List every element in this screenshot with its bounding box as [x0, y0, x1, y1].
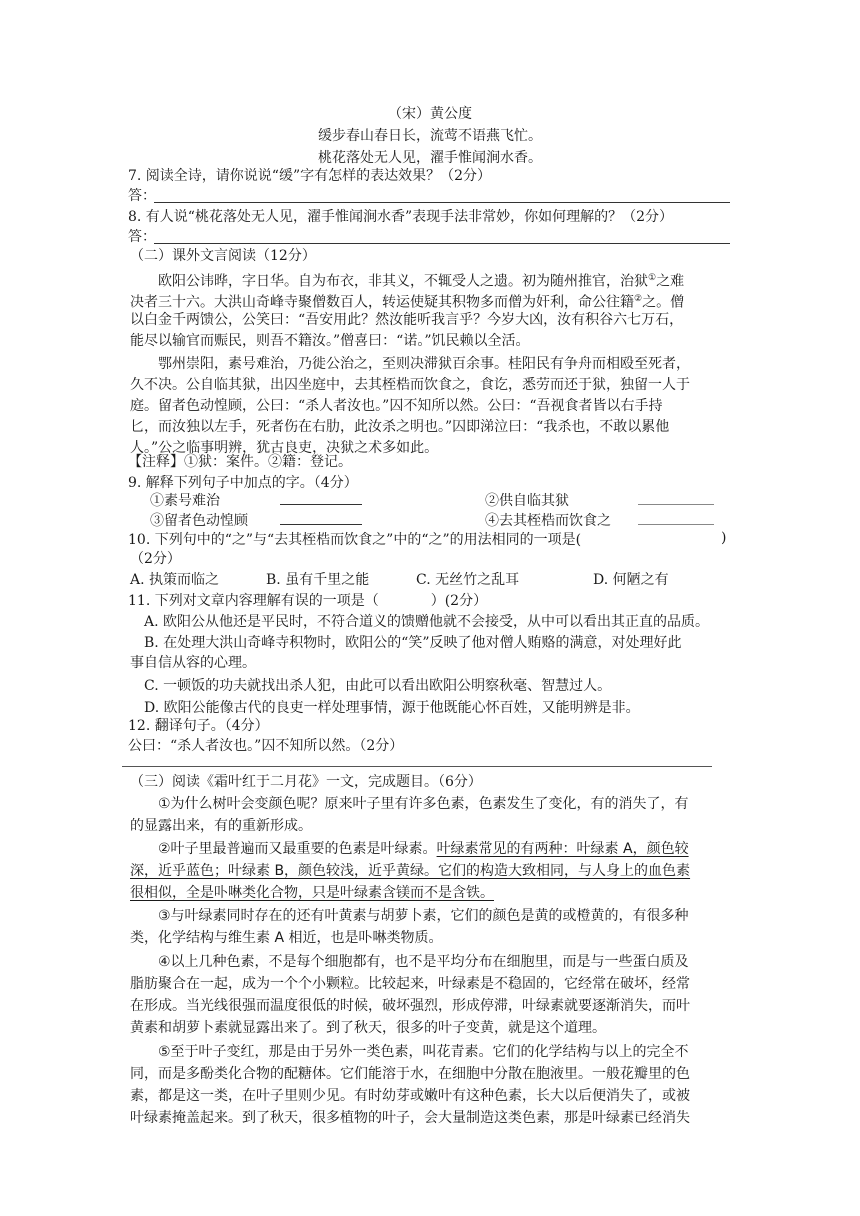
question-7: 7. 阅读全诗，请你说说“缓”字有怎样的表达效果？（2分） — [128, 168, 492, 184]
passage-p2-line1: 鄂州崇阳，素号难治，乃徙公治之，至则决滞狱百余事。桂阳民有争舟而相殴至死者， — [158, 356, 690, 372]
s3-p4-line3: 在形成。当光线很强而温度很低的时候，破坏强烈，形成停滞，叶绿素就要逐渐消失，而叶 — [130, 998, 690, 1014]
passage-p1-line1: 欧阳公讳晔，字日华。自为布衣，非其义，不辄受人之遗。初为随州推官，治狱①之难 — [158, 273, 685, 290]
q8-answer-line[interactable] — [154, 243, 730, 244]
passage-p2-line5: 人。”公之临事明辨，犹古良吏，决狱之术多如此。 — [130, 440, 439, 456]
s3-p2-line1: ②叶子里最普遍而又最重要的色素是叶绿素。叶绿素常见的有两种：叶绿素 A，颜色较 — [158, 841, 689, 857]
q9-item-2: ②供自临其狱 — [485, 493, 569, 509]
question-12: 12. 翻译句子。（4分） — [128, 718, 269, 734]
passage-p1-line3: 以白金千两馈公，公笑曰：“吾安用此？然汝能听我言乎？今岁大凶，汝有积谷六七万石， — [130, 312, 684, 328]
q9-blank-1[interactable] — [280, 490, 362, 507]
q7-answer-label: 答： — [128, 188, 156, 204]
q7-answer-line[interactable] — [154, 202, 730, 203]
poem-line-1: 缓步春山春日长，流莺不语燕飞忙。 — [318, 128, 542, 144]
s3-p4-line4: 黄素和胡萝卜素就显露出来了。到了秋天，很多的叶子变黄，就是这个道理。 — [130, 1020, 606, 1036]
s3-p3-line2: 类，化学结构与维生素 A 相近，也是卟啉类物质。 — [130, 930, 443, 946]
q12-answer-line[interactable] — [122, 766, 712, 767]
passage-p2-line3: 庭。留者色动惶顾，公曰：“杀人者汝也。”囚不知所以然。公曰：“吾视食者皆以右手持 — [130, 398, 663, 414]
q9-blank-3[interactable] — [280, 510, 362, 527]
q10-option-c: C. 无丝竹之乱耳 — [416, 572, 520, 588]
q9-blank-2[interactable] — [638, 490, 714, 507]
q10-option-b: B. 虽有千里之能 — [266, 572, 370, 588]
passage-p1-line2: 决者三十六。大洪山奇峰寺聚僧数百人，转运使疑其积物多而僧为奸利，命公往籍②之。僧 — [130, 294, 685, 311]
poem-author: （宋）黄公度 — [388, 106, 472, 122]
s3-p1-line1: ①为什么树叶会变颜色呢？原来叶子里有许多色素，色素发生了变化，有的消失了，有 — [158, 796, 689, 812]
question-10: 10. 下列句中的“之”与“去其桎梏而饮食之”中的“之”的用法相同的一项是( — [128, 532, 582, 548]
q8-answer-label: 答： — [128, 229, 156, 245]
q10-score: （2分） — [130, 551, 181, 567]
q9-item-3: ③留者色动惶顾 — [150, 513, 248, 529]
q11-option-b-line2: 事自信从容的心理。 — [130, 655, 256, 671]
q11-option-d: D. 欧阳公能像古代的良吏一样处理事情，源于他既能心怀百姓，又能明辨是非。 — [144, 700, 640, 716]
poem-line-2: 桃花落处无人见，濯手惟闻涧水香。 — [318, 150, 542, 166]
s3-p4-line1: ④以上几种色素，不是每个细胞都有，也不是平均分布在细胞里，而是与一些蛋白质及 — [158, 954, 689, 970]
s3-p5-line3: 素，都是这一类，在叶子里则少见。有时幼芽或嫩叶有这种色素，长大以后便消失了，或被 — [130, 1088, 690, 1104]
passage-p1-line4: 能尽以输官而赈民，则吾不籍汝。”僧喜曰：“诺。”饥民赖以全活。 — [130, 333, 530, 349]
q9-item-4: ④去其桎梏而饮食之 — [485, 513, 611, 529]
annotation: 【注释】①狱：案件。②籍：登记。 — [128, 454, 352, 470]
q11-option-a: A. 欧阳公从他还是平民时，不符合道义的馈赠他就不会接受，从中可以看出其正直的品质。 — [144, 614, 710, 630]
question-11: 11. 下列对文章内容理解有误的一项是（ ）(2分） — [128, 593, 488, 609]
s3-p5-line2: 同，而是多酚类化合物的配糖体。它们能溶于水，在细胞中分散在胞液里。一般花瓣里的色 — [130, 1066, 690, 1082]
q10-option-a: A. 执策而临之 — [130, 572, 220, 588]
q10-option-d: D. 何陋之有 — [593, 572, 669, 588]
s3-p4-line2: 脂肪聚合在一起，成为一个个小颗粒。比较起来，叶绿素是不稳固的，它经常在破坏，经常 — [130, 976, 690, 992]
section-3-heading: （三）阅读《霜叶红于二月花》一文，完成题目。（6分） — [130, 774, 482, 790]
s3-p5-line1: ⑤至于叶子变红，那是由于另外一类色素，叫花青素。它们的化学结构与以上的完全不 — [158, 1044, 689, 1060]
q11-option-b-line1: B. 在处理大洪山奇峰寺积物时，欧阳公的“笑”反映了他对僧人贿赂的满意，对处理好此 — [144, 635, 682, 651]
s3-p5-line4: 叶绿素掩盖起来。到了秋天，很多植物的叶子，会大量制造这类色素，那是叶绿素已经消失 — [130, 1110, 690, 1126]
passage-p2-line2: 久不决。公自临其狱，出囚坐庭中，去其桎梏而饮食之，食讫，悉劳而还于狱，独留一人于 — [130, 377, 690, 393]
question-8: 8. 有人说“桃花落处无人见，濯手惟闻涧水香”表现手法非常妙，你如何理解的？（2分） — [128, 209, 674, 225]
q11-option-c: C. 一顿饭的功夫就找出杀人犯，由此可以看出欧阳公明察秋毫、智慧过人。 — [144, 678, 612, 694]
question-9: 9. 解释下列句子中加点的字。（4分） — [128, 475, 358, 491]
q9-blank-4[interactable] — [638, 510, 714, 527]
s3-p2-line2: 深，近乎蓝色；叶绿素 B，颜色较浅，近乎黄绿。它们的构造大致相同，与人身上的血色素 — [130, 863, 691, 879]
q10-paren-close: ) — [721, 530, 727, 546]
s3-p3-line1: ③与叶绿素同时存在的还有叶黄素与胡萝卜素，它们的颜色是黄的或橙黄的，有很多种 — [158, 908, 689, 924]
s3-p1-line2: 的显露出来，有的重新形成。 — [130, 818, 312, 834]
section-2-heading: （二）课外文言阅读（12分） — [130, 248, 316, 264]
q9-item-1: ①素号难治 — [150, 493, 220, 509]
s3-p2-line3: 很相似，全是卟啉类化合物，只是叶绿素含镁而不是含铁。 — [130, 885, 494, 901]
passage-p2-line4: 匕，而汝独以左手，死者伤在右肋，此汝杀之明也。”囚即涕泣曰：“我杀也，不敢以累他 — [130, 419, 670, 435]
q12-sentence: 公曰：“杀人者汝也。”囚不知所以然。（2分） — [128, 738, 404, 754]
